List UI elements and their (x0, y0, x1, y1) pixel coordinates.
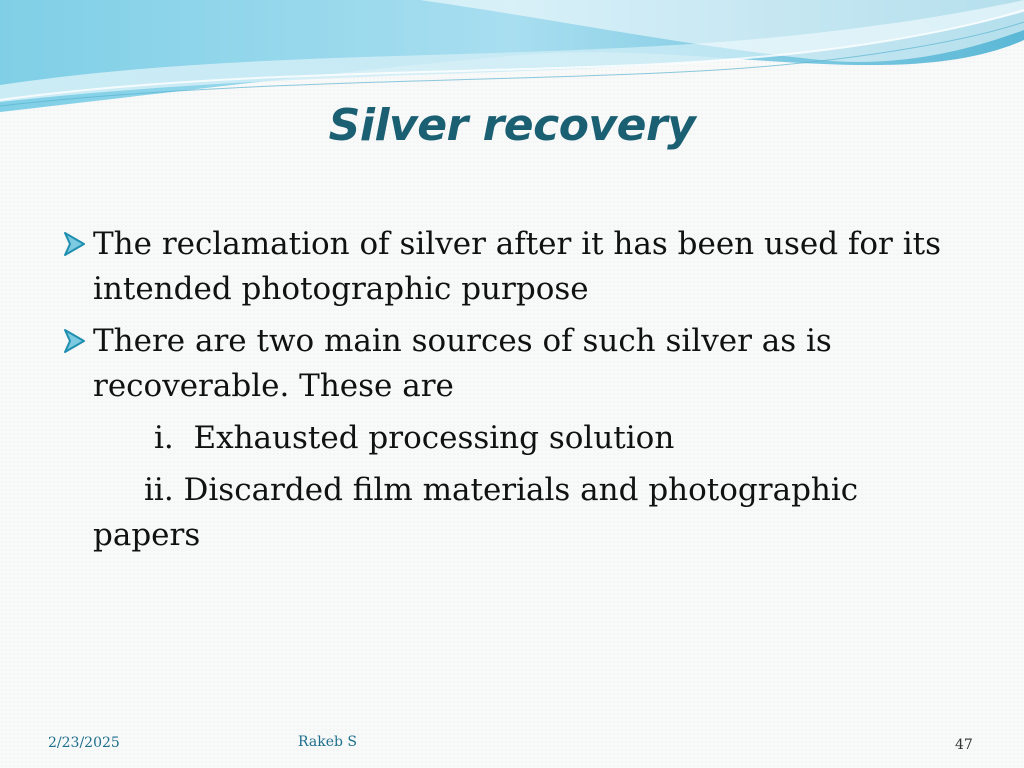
footer-date: 2/23/2025 (48, 735, 120, 751)
page-number: 47 (955, 737, 973, 753)
sub-item: i. Exhausted processing solution (154, 420, 675, 456)
bullet-text: There are two main sources of such silver as is recoverable. These are (93, 323, 832, 404)
arrow-bullet-icon (62, 230, 88, 258)
bullet-item (62, 222, 962, 312)
arrow-bullet-icon (62, 327, 88, 355)
sub-item-continuation: papers (93, 517, 201, 553)
footer-author: Rakeb S (298, 734, 357, 750)
bullet-item (62, 319, 962, 409)
slide-content (62, 222, 962, 558)
sub-item: ii. Discarded film materials and photographic (144, 472, 859, 508)
bullet-text: The reclamation of silver after it has been used for its intended photographic purpose (93, 226, 941, 307)
slide-title: Silver recovery (328, 100, 696, 151)
